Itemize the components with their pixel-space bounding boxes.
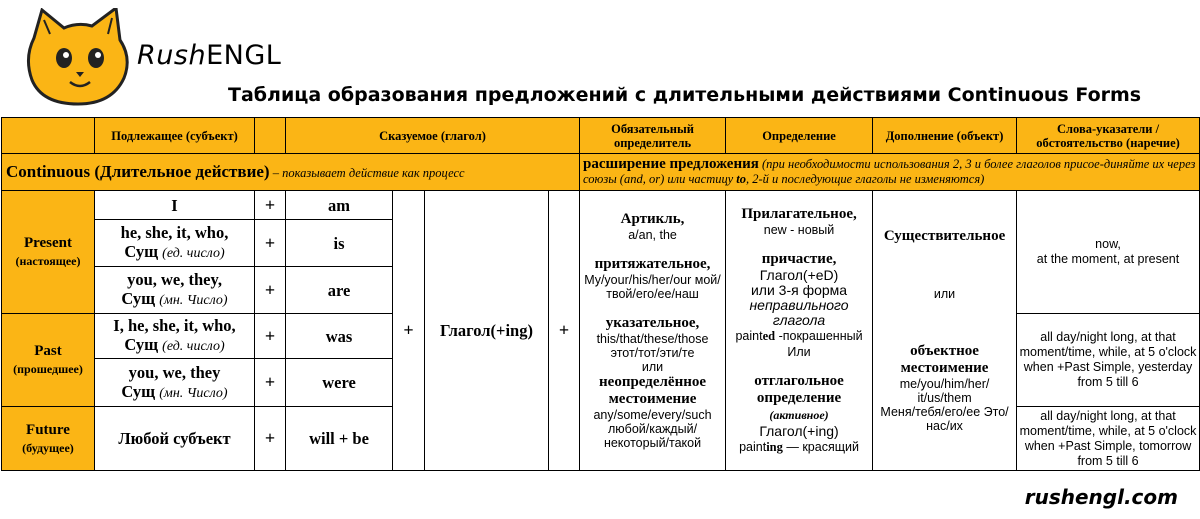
page-title: Таблица образования предложений с длительными действиями Continuous Forms xyxy=(228,84,1142,106)
header-subject: Подлежащее (субъект) xyxy=(95,118,255,154)
rushengl-cat-logo xyxy=(20,8,138,106)
footer-url[interactable]: rushengl.com xyxy=(1024,485,1178,509)
markers-future: all day/night long, at that moment/time, while, at 5 o'clock when +Past Simple, tomorrow from 5 till 6 xyxy=(1017,407,1200,471)
plus-sign: + xyxy=(393,191,425,471)
tense-past: Past (прошедшее) xyxy=(2,314,95,407)
header-markers: Слова-указатели / обстоятельство (наречие) xyxy=(1017,118,1200,154)
plus-sign: + xyxy=(255,191,286,220)
header-determiner: Обязательный определитель xyxy=(580,118,726,154)
header-empty-cell xyxy=(2,118,95,154)
plus-sign: + xyxy=(255,407,286,471)
subject-cell: you, we, they Сущ (мн. Число) xyxy=(95,359,255,407)
continuous-definition: Continuous (Длительное действие) – показывает действие как процесс xyxy=(2,154,580,191)
subject-cell: he, she, it, who, Сущ (ед. число) xyxy=(95,220,255,267)
aux-verb: am xyxy=(286,191,393,220)
aux-verb: are xyxy=(286,267,393,314)
tense-present: Present (настоящее) xyxy=(2,191,95,314)
header-plus-empty xyxy=(255,118,286,154)
subject-cell: I xyxy=(95,191,255,220)
plus-sign: + xyxy=(255,314,286,359)
object-column: Существительное или объектное местоимение me/you/him/her/ it/us/them Меня/тебя/его/ее Это/нас/их xyxy=(873,191,1017,471)
subject-cell: I, he, she, it, who, Сущ (ед. число) xyxy=(95,314,255,359)
sentence-extension-note: расширение предложения (при необходимости использования 2, 3 и более глаголов присое-диняйте их через союзы (and, or) или частицу to, 2-й и последующие глаголы не изменяются) xyxy=(580,154,1200,191)
aux-verb: were xyxy=(286,359,393,407)
aux-verb: will + be xyxy=(286,407,393,471)
markers-present: now, at the moment, at present xyxy=(1017,191,1200,314)
determiner-column: Артикль, a/an, the притяжательное, My/your/his/her/our мой/твой/его/ее/наш указательное, this/that/these/those этот/тот/эти/те или неопределённое местоимение any/some/every/such любой/каждый/ некоторый/такой xyxy=(580,191,726,471)
plus-sign: + xyxy=(255,359,286,407)
plus-sign: + xyxy=(255,220,286,267)
header-predicate: Сказуемое (глагол) xyxy=(286,118,580,154)
main-verb: Глагол(+ing) xyxy=(425,191,549,471)
header-object: Дополнение (объект) xyxy=(873,118,1017,154)
plus-sign: + xyxy=(549,191,580,471)
markers-past: all day/night long, at that moment/time, while, at 5 o'clock when +Past Simple, yesterday from 5 till 6 xyxy=(1017,314,1200,407)
definition-column: Прилагательное, new - новый причастие, Глагол(+eD) или 3-я форма неправильного глагола painted -покрашенный Или отглагольное определение (активное) Глагол(+ing) painting — красящий xyxy=(726,191,873,471)
brand-name: RushENGL xyxy=(137,40,282,71)
subject-cell: Любой субъект xyxy=(95,407,255,471)
aux-verb: was xyxy=(286,314,393,359)
subject-cell: you, we, they, Сущ (мн. Число) xyxy=(95,267,255,314)
header-definition: Определение xyxy=(726,118,873,154)
continuous-forms-table xyxy=(1,117,1200,471)
tense-future: Future (будущее) xyxy=(2,407,95,471)
aux-verb: is xyxy=(286,220,393,267)
plus-sign: + xyxy=(255,267,286,314)
